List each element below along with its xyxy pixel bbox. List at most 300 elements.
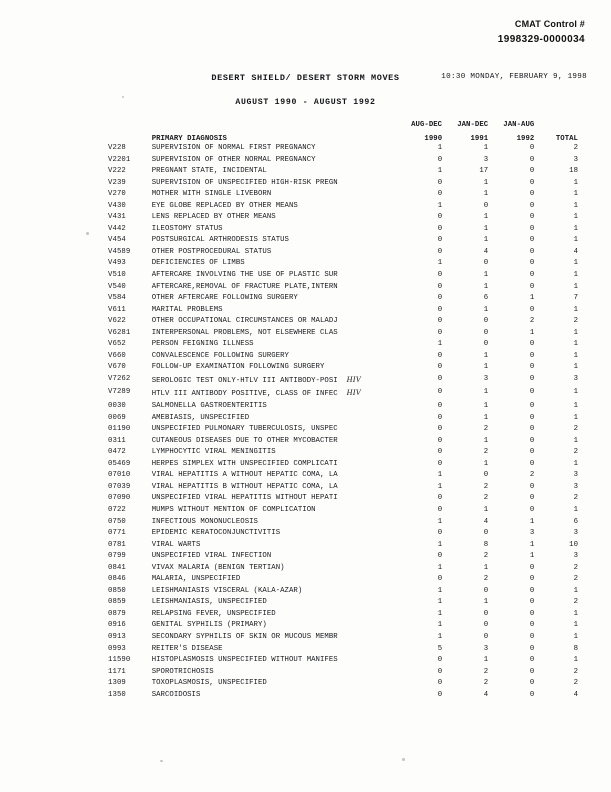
- table-row: [108, 316, 578, 328]
- cell-count-jan-aug-1992: 0: [529, 282, 535, 291]
- col-c3-top: JAN-AUG: [503, 121, 535, 129]
- cell-count-jan-dec-1991: 1: [483, 224, 489, 233]
- cell-diagnosis-description: EYE GLOBE REPLACED BY OTHER MEANS: [151, 201, 298, 210]
- cell-count-aug-dec-1990: 1: [437, 540, 443, 549]
- cell-count-jan-aug-1992: 2: [529, 317, 535, 326]
- cell-diagnosis-code: V493: [108, 259, 126, 268]
- cell-diagnosis-description: UNSPECIFIED PULMONARY TUBERCULOSIS, UNSPEC: [151, 425, 338, 434]
- cell-diagnosis-description: FOLLOW-UP EXAMINATION FOLLOWING SURGERY: [151, 363, 325, 372]
- cell-count-total: 1: [573, 201, 578, 210]
- cell-count-jan-dec-1991: 0: [483, 529, 489, 538]
- cell-count-jan-dec-1991: 1: [483, 213, 489, 222]
- cell-diagnosis-code: V6281: [108, 328, 131, 337]
- cell-count-total: 2: [573, 494, 578, 503]
- cell-diagnosis-description: PREGNANT STATE, INCIDENTAL: [151, 167, 267, 176]
- cell-diagnosis-code: 05469: [108, 459, 131, 468]
- cell-diagnosis-description: AMEBIASIS, UNSPECIFIED: [151, 413, 250, 422]
- cell-count-jan-dec-1991: 4: [483, 247, 489, 256]
- col-code-bottom: [108, 129, 152, 143]
- cell-count-total: 3: [573, 529, 578, 538]
- cell-count-jan-dec-1991: 1: [483, 656, 489, 665]
- cell-count-total: 1: [573, 436, 578, 445]
- col-c3-bottom: 1992: [516, 135, 535, 143]
- cell-count-jan-dec-1991: 8: [483, 540, 489, 549]
- cell-count-aug-dec-1990: 1: [437, 340, 443, 349]
- cell-count-aug-dec-1990: 0: [437, 436, 443, 445]
- cell-diagnosis-description: SUPERVISION OF OTHER NORMAL PREGNANCY: [151, 155, 316, 164]
- cell-count-total: 2: [573, 317, 578, 326]
- cell-count-jan-dec-1991: 2: [483, 448, 489, 457]
- cell-count-jan-aug-1992: 0: [529, 190, 535, 199]
- cell-diagnosis-code: 01190: [108, 425, 131, 434]
- cell-count-jan-aug-1992: 0: [529, 667, 535, 676]
- cell-count-total: 1: [573, 505, 578, 514]
- cell-count-aug-dec-1990: 1: [437, 201, 443, 210]
- cell-count-jan-aug-1992: 0: [529, 155, 535, 164]
- cell-count-jan-aug-1992: 0: [529, 259, 535, 268]
- cell-count-total: 3: [573, 374, 578, 383]
- cell-count-jan-aug-1992: 0: [529, 679, 535, 688]
- cell-count-total: 6: [573, 517, 578, 526]
- table-row: [108, 282, 578, 294]
- cell-count-aug-dec-1990: 1: [437, 259, 443, 268]
- cell-count-total: 1: [573, 328, 578, 337]
- table-row: [108, 667, 578, 679]
- cell-count-aug-dec-1990: 0: [437, 294, 443, 303]
- table-row: [108, 459, 578, 471]
- col-c4-bottom: TOTAL: [555, 135, 578, 143]
- cell-diagnosis-description: PERSON FEIGNING ILLNESS: [151, 340, 254, 349]
- cell-count-jan-aug-1992: 2: [529, 471, 535, 480]
- cell-diagnosis-description: CONVALESCENCE FOLLOWING SURGERY: [151, 351, 289, 360]
- cell-count-jan-aug-1992: 0: [529, 236, 535, 245]
- cell-count-jan-dec-1991: 1: [483, 563, 489, 572]
- cell-diagnosis-description: DEFICIENCIES OF LIMBS: [151, 259, 245, 268]
- table-row: [108, 293, 578, 305]
- cell-count-jan-aug-1992: 0: [529, 575, 535, 584]
- table-row: [108, 201, 578, 213]
- cell-count-jan-aug-1992: 0: [529, 402, 535, 411]
- cell-diagnosis-description: SPOROTRICHOSIS: [151, 667, 214, 676]
- cell-diagnosis-code: 0722: [108, 505, 126, 514]
- cell-diagnosis-description: LYMPHOCYTIC VIRAL MENINGITIS: [151, 448, 276, 457]
- control-number-label: CMAT Control #: [514, 19, 585, 29]
- cell-diagnosis-description: LENS REPLACED BY OTHER MEANS: [151, 213, 276, 222]
- cell-count-jan-dec-1991: 1: [483, 190, 489, 199]
- col-desc-bottom: PRIMARY DIAGNOSIS: [151, 135, 227, 143]
- cell-diagnosis-description: OTHER AFTERCARE FOLLOWING SURGERY: [151, 294, 298, 303]
- cell-count-total: 1: [573, 351, 578, 360]
- cell-diagnosis-code: 07090: [108, 494, 131, 503]
- table-row: [108, 586, 578, 598]
- cell-count-jan-aug-1992: 3: [529, 529, 535, 538]
- cell-diagnosis-code: V270: [108, 190, 126, 199]
- cell-diagnosis-code: 0030: [108, 402, 126, 411]
- table-row: [108, 493, 578, 505]
- cell-count-jan-aug-1992: 1: [529, 517, 535, 526]
- cell-count-jan-dec-1991: 2: [483, 494, 489, 503]
- cell-count-total: 1: [573, 586, 578, 595]
- report-timestamp: 10:30 MONDAY, FEBRUARY 9, 1998: [441, 73, 587, 81]
- table-row: [108, 597, 578, 609]
- cell-diagnosis-description: SECONDARY SYPHILIS OF SKIN OR MUCOUS MEMBR: [151, 632, 338, 641]
- cell-count-total: 1: [573, 402, 578, 411]
- cell-diagnosis-description: VIRAL HEPATITIS A WITHOUT HEPATIC COMA, LA: [151, 471, 338, 480]
- cell-diagnosis-code: V431: [108, 213, 126, 222]
- cell-count-aug-dec-1990: 0: [437, 271, 443, 280]
- cell-count-jan-aug-1992: 0: [529, 178, 535, 187]
- cell-diagnosis-code: V611: [108, 305, 126, 314]
- cell-count-jan-dec-1991: 0: [483, 328, 489, 337]
- cell-diagnosis-code: V442: [108, 224, 126, 233]
- table-row: [108, 212, 578, 224]
- cell-diagnosis-description: LEISHMANIASIS VISCERAL (KALA-AZAR): [151, 586, 303, 595]
- cell-diagnosis-code: V510: [108, 271, 126, 280]
- cell-diagnosis-code: 1309: [108, 679, 126, 688]
- table-row: [108, 678, 578, 690]
- cell-count-jan-dec-1991: 17: [479, 167, 489, 176]
- cell-count-jan-aug-1992: 1: [529, 294, 535, 303]
- table-row: [108, 305, 578, 317]
- cell-diagnosis-code: V622: [108, 317, 126, 326]
- cell-count-jan-dec-1991: 1: [483, 236, 489, 245]
- report-title: DESERT SHIELD/ DESERT STORM MOVES: [211, 73, 400, 83]
- table-row: [108, 632, 578, 644]
- cell-count-jan-dec-1991: 2: [483, 425, 489, 434]
- cell-count-aug-dec-1990: 1: [437, 517, 443, 526]
- scan-speck: [122, 96, 124, 98]
- cell-diagnosis-code: 0781: [108, 540, 126, 549]
- cell-diagnosis-code: 07039: [108, 482, 131, 491]
- table-header-row-top: [108, 118, 578, 129]
- cell-count-jan-dec-1991: 1: [483, 144, 489, 152]
- table-row: [108, 224, 578, 236]
- cell-count-aug-dec-1990: 0: [437, 388, 443, 397]
- cell-count-total: 2: [573, 598, 578, 607]
- cell-count-total: 1: [573, 363, 578, 372]
- cell-count-jan-aug-1992: 0: [529, 144, 535, 152]
- cell-diagnosis-code: 0846: [108, 575, 126, 584]
- cell-count-jan-dec-1991: 2: [483, 482, 489, 491]
- cell-count-jan-aug-1992: 0: [529, 413, 535, 422]
- table-row: [108, 401, 578, 413]
- cell-count-total: 4: [573, 247, 578, 256]
- cell-count-jan-dec-1991: 0: [483, 259, 489, 268]
- cell-count-aug-dec-1990: 0: [437, 505, 443, 514]
- cell-diagnosis-description: RELAPSING FEVER, UNSPECIFIED: [151, 609, 276, 618]
- cell-count-jan-dec-1991: 1: [483, 459, 489, 468]
- cell-diagnosis-description: AFTERCARE INVOLVING THE USE OF PLASTIC SUR: [151, 271, 338, 280]
- cell-diagnosis-description: UNSPECIFIED VIRAL INFECTION: [151, 552, 272, 561]
- cell-diagnosis-code: 0859: [108, 598, 126, 607]
- cell-count-aug-dec-1990: 0: [437, 213, 443, 222]
- cell-diagnosis-code: V239: [108, 178, 126, 187]
- table-row: [108, 447, 578, 459]
- cell-count-jan-aug-1992: 0: [529, 482, 535, 491]
- table-row: [108, 482, 578, 494]
- cell-diagnosis-description: MARITAL PROBLEMS: [151, 305, 223, 314]
- cell-count-jan-dec-1991: 4: [483, 690, 489, 699]
- cell-diagnosis-description: CUTANEOUS DISEASES DUE TO OTHER MYCOBACTER: [151, 436, 338, 445]
- cell-count-jan-aug-1992: 0: [529, 586, 535, 595]
- cell-count-aug-dec-1990: 0: [437, 317, 443, 326]
- cell-diagnosis-description: MALARIA, UNSPECIFIED: [151, 575, 241, 584]
- scan-speck: [160, 760, 163, 762]
- cell-count-jan-dec-1991: 1: [483, 351, 489, 360]
- cell-diagnosis-code: V7262: [108, 374, 131, 383]
- cell-count-aug-dec-1990: 0: [437, 374, 443, 383]
- cell-count-jan-dec-1991: 0: [483, 471, 489, 480]
- cell-diagnosis-description: AFTERCARE,REMOVAL OF FRACTURE PLATE,INTERN: [151, 282, 338, 291]
- cell-count-aug-dec-1990: 0: [437, 667, 443, 676]
- cell-count-jan-dec-1991: 2: [483, 552, 489, 561]
- cell-count-jan-aug-1992: 0: [529, 563, 535, 572]
- cell-count-total: 2: [573, 448, 578, 457]
- cell-count-aug-dec-1990: 0: [437, 282, 443, 291]
- cell-count-aug-dec-1990: 1: [437, 563, 443, 572]
- cell-count-jan-dec-1991: 1: [483, 413, 489, 422]
- cell-count-jan-aug-1992: 0: [529, 632, 535, 641]
- cell-count-jan-aug-1992: 0: [529, 621, 535, 630]
- cell-count-jan-dec-1991: 2: [483, 679, 489, 688]
- table-header-row-bottom: [108, 129, 578, 143]
- cell-count-aug-dec-1990: 0: [437, 224, 443, 233]
- cell-count-aug-dec-1990: 0: [437, 690, 443, 699]
- cell-diagnosis-code: 0750: [108, 517, 126, 526]
- cell-diagnosis-code: 11590: [108, 656, 131, 665]
- cell-count-jan-dec-1991: 1: [483, 363, 489, 372]
- table-row: [108, 247, 578, 259]
- cell-count-jan-aug-1992: 0: [529, 436, 535, 445]
- table-row: [108, 540, 578, 552]
- cell-count-aug-dec-1990: 0: [437, 363, 443, 372]
- cell-diagnosis-description: SUPERVISION OF UNSPECIFIED HIGH-RISK PREGN: [151, 178, 338, 187]
- cell-diagnosis-description: VIRAL WARTS: [151, 540, 201, 549]
- cell-count-total: 1: [573, 632, 578, 641]
- cell-count-total: 1: [573, 178, 578, 187]
- cell-count-aug-dec-1990: 0: [437, 328, 443, 337]
- col-c4-top: [534, 118, 578, 129]
- cell-count-jan-aug-1992: 1: [529, 540, 535, 549]
- cell-diagnosis-description: ILEOSTOMY STATUS: [151, 224, 223, 233]
- cell-count-jan-aug-1992: 0: [529, 340, 535, 349]
- cell-diagnosis-description: EPIDEMIC KERATOCONJUNCTIVITIS: [151, 529, 281, 538]
- cell-count-jan-aug-1992: 0: [529, 305, 535, 314]
- cell-diagnosis-code: V4589: [108, 247, 131, 256]
- cell-count-aug-dec-1990: 0: [437, 679, 443, 688]
- cell-diagnosis-code: 0771: [108, 529, 126, 538]
- cell-diagnosis-code: V652: [108, 340, 126, 349]
- cell-count-aug-dec-1990: 0: [437, 552, 443, 561]
- cell-count-total: 1: [573, 236, 578, 245]
- cell-diagnosis-description: MUMPS WITHOUT MENTION OF COMPLICATION: [151, 505, 316, 514]
- cell-diagnosis-description: POSTSURGICAL ARTHRODESIS STATUS: [151, 236, 289, 245]
- cell-count-total: 1: [573, 305, 578, 314]
- cell-count-jan-dec-1991: 0: [483, 201, 489, 210]
- cell-count-jan-dec-1991: 0: [483, 317, 489, 326]
- cell-count-total: 1: [573, 609, 578, 618]
- cell-count-total: 7: [573, 294, 578, 303]
- cell-count-aug-dec-1990: 0: [437, 459, 443, 468]
- cell-count-total: 1: [573, 413, 578, 422]
- table-row: [108, 374, 578, 388]
- cell-count-aug-dec-1990: 0: [437, 413, 443, 422]
- cell-count-jan-aug-1992: 0: [529, 505, 535, 514]
- cell-count-jan-dec-1991: 3: [483, 155, 489, 164]
- cell-diagnosis-description: SALMONELLA GASTROENTERITIS: [151, 402, 267, 411]
- cell-count-total: 2: [573, 679, 578, 688]
- cell-count-total: 18: [569, 167, 578, 176]
- cell-count-jan-aug-1992: 0: [529, 425, 535, 434]
- cell-count-total: 3: [573, 482, 578, 491]
- cell-diagnosis-description: GENITAL SYPHILIS (PRIMARY): [151, 621, 267, 630]
- cell-count-jan-aug-1992: 0: [529, 656, 535, 665]
- cell-diagnosis-code: V660: [108, 351, 126, 360]
- cell-diagnosis-code: 0841: [108, 563, 126, 572]
- cell-count-total: 2: [573, 563, 578, 572]
- table-row: [108, 528, 578, 540]
- cell-count-aug-dec-1990: 0: [437, 529, 443, 538]
- cell-diagnosis-description: VIVAX MALARIA (BENIGN TERTIAN): [151, 563, 285, 572]
- cell-diagnosis-description: INFECTIOUS MONONUCLEOSIS: [151, 517, 258, 526]
- cell-diagnosis-code: 0916: [108, 621, 126, 630]
- table-row: [108, 270, 578, 282]
- cell-diagnosis-code: V222: [108, 167, 126, 176]
- cell-diagnosis-code: V584: [108, 294, 126, 303]
- cell-count-aug-dec-1990: 0: [437, 425, 443, 434]
- cell-count-aug-dec-1990: 1: [437, 471, 443, 480]
- cell-count-jan-dec-1991: 1: [483, 436, 489, 445]
- cell-diagnosis-code: 0879: [108, 609, 126, 618]
- cell-count-jan-aug-1992: 0: [529, 351, 535, 360]
- cell-count-jan-dec-1991: 0: [483, 632, 489, 641]
- cell-count-jan-dec-1991: 1: [483, 271, 489, 280]
- cell-diagnosis-description: HERPES SIMPLEX WITH UNSPECIFIED COMPLICATI: [151, 459, 338, 468]
- cell-count-aug-dec-1990: 0: [437, 494, 443, 503]
- cell-count-jan-aug-1992: 0: [529, 598, 535, 607]
- table-row: [108, 339, 578, 351]
- cell-count-jan-dec-1991: 1: [483, 282, 489, 291]
- cell-diagnosis-code: V454: [108, 236, 126, 245]
- cell-diagnosis-description: REITER'S DISEASE: [151, 644, 223, 653]
- cell-count-jan-dec-1991: 1: [483, 505, 489, 514]
- cell-diagnosis-code: 0069: [108, 413, 126, 422]
- control-number-stamp: [498, 18, 585, 47]
- cell-count-jan-dec-1991: 1: [483, 598, 489, 607]
- table-row: [108, 563, 578, 575]
- table-head: [108, 118, 578, 143]
- cell-diagnosis-code: V228: [108, 144, 126, 152]
- cell-count-jan-aug-1992: 1: [529, 328, 535, 337]
- col-c2-top: JAN-DEC: [457, 121, 489, 129]
- cell-count-jan-dec-1991: 2: [483, 667, 489, 676]
- cell-diagnosis-code: V540: [108, 282, 126, 291]
- cell-count-jan-aug-1992: 0: [529, 690, 535, 699]
- cell-count-aug-dec-1990: 0: [437, 190, 443, 199]
- table-row: [108, 574, 578, 586]
- cell-count-aug-dec-1990: 0: [437, 236, 443, 245]
- cell-diagnosis-description: SUPERVISION OF NORMAL FIRST PREGNANCY: [151, 144, 316, 152]
- scan-speck: [86, 232, 89, 235]
- col-c1-bottom: 1990: [424, 135, 443, 143]
- cell-count-total: 1: [573, 621, 578, 630]
- handwritten-annotation: HIV: [346, 388, 362, 398]
- cell-count-aug-dec-1990: 0: [437, 247, 443, 256]
- cell-count-aug-dec-1990: 1: [437, 632, 443, 641]
- cell-diagnosis-code: 0993: [108, 644, 126, 653]
- col-code-top: [108, 118, 152, 129]
- handwritten-annotation: HIV: [346, 374, 362, 384]
- cell-diagnosis-description: HISTOPLASMOSIS UNSPECIFIED WITHOUT MANIFES: [151, 656, 338, 665]
- cell-diagnosis-description: SARCOIDOSIS: [151, 690, 201, 699]
- cell-count-aug-dec-1990: 0: [437, 575, 443, 584]
- cell-count-aug-dec-1990: 0: [437, 155, 443, 164]
- cell-diagnosis-description: MOTHER WITH SINGLE LIVEBORN: [151, 190, 272, 199]
- cell-count-total: 3: [573, 471, 578, 480]
- cell-diagnosis-code: 0799: [108, 552, 126, 561]
- cell-count-total: 3: [573, 552, 578, 561]
- cell-count-aug-dec-1990: 5: [437, 644, 443, 653]
- cell-count-jan-aug-1992: 0: [529, 494, 535, 503]
- cell-count-total: 2: [573, 144, 578, 152]
- cell-diagnosis-description: LEISHMANIASIS, UNSPECIFIED: [151, 598, 267, 607]
- cell-count-jan-dec-1991: 3: [483, 374, 489, 383]
- cell-count-total: 1: [573, 224, 578, 233]
- table-body: [108, 143, 578, 701]
- cell-count-jan-aug-1992: 0: [529, 388, 535, 397]
- cell-diagnosis-description: VIRAL HEPATITIS B WITHOUT HEPATIC COMA, LA: [151, 482, 338, 491]
- cell-count-total: 1: [573, 459, 578, 468]
- table-row: [108, 620, 578, 632]
- cell-count-aug-dec-1990: 0: [437, 656, 443, 665]
- cell-count-jan-dec-1991: 4: [483, 517, 489, 526]
- table-row: [108, 178, 578, 190]
- cell-count-total: 1: [573, 388, 578, 397]
- table-row: [108, 387, 578, 401]
- cell-diagnosis-code: 1171: [108, 667, 126, 676]
- cell-count-total: 1: [573, 259, 578, 268]
- cell-count-jan-aug-1992: 0: [529, 644, 535, 653]
- cell-diagnosis-code: 07010: [108, 471, 131, 480]
- table-row: [108, 609, 578, 621]
- table-row: [108, 655, 578, 667]
- cell-count-jan-aug-1992: 0: [529, 224, 535, 233]
- cell-diagnosis-description: SEROLOGIC TEST ONLY-HTLV III ANTIBODY-POSI HIV: [151, 374, 362, 385]
- cell-diagnosis-code: V2201: [108, 155, 131, 164]
- cell-count-jan-aug-1992: 0: [529, 213, 535, 222]
- cell-count-jan-dec-1991: 1: [483, 388, 489, 397]
- table-row: [108, 505, 578, 517]
- table-row: [108, 351, 578, 363]
- table-row: [108, 258, 578, 270]
- cell-count-jan-dec-1991: 1: [483, 178, 489, 187]
- col-desc-top: [152, 118, 396, 129]
- cell-count-jan-dec-1991: 0: [483, 621, 489, 630]
- cell-count-aug-dec-1990: 1: [437, 621, 443, 630]
- cell-count-jan-dec-1991: 1: [483, 305, 489, 314]
- cell-count-jan-aug-1992: 0: [529, 374, 535, 383]
- cell-count-total: 8: [573, 644, 578, 653]
- cell-diagnosis-code: 0472: [108, 448, 126, 457]
- table-row: [108, 413, 578, 425]
- table-row: [108, 189, 578, 201]
- cell-count-jan-dec-1991: 1: [483, 402, 489, 411]
- cell-count-jan-dec-1991: 0: [483, 340, 489, 349]
- scan-speck: [402, 758, 405, 761]
- cell-count-aug-dec-1990: 1: [437, 482, 443, 491]
- table-row: [108, 424, 578, 436]
- cell-count-jan-aug-1992: 0: [529, 609, 535, 618]
